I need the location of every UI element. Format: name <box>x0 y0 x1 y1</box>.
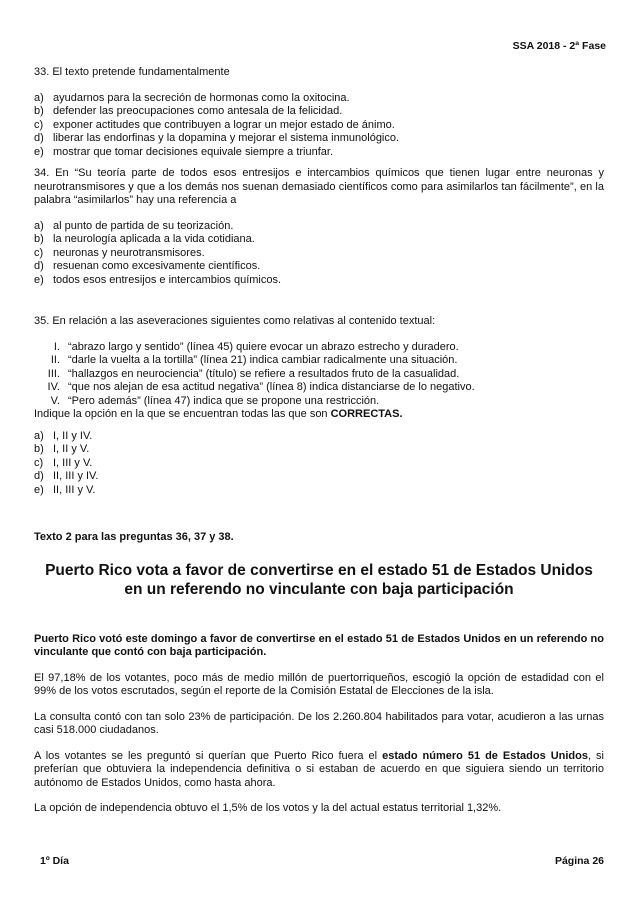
question-35-stem: 35. En relación a las aseveraciones siguientes como relativas al contenido textual: <box>34 315 436 327</box>
option-e: e) mostrar que tomar decisiones equivale siempre a triunfar. <box>34 145 334 158</box>
statement-iii: III. “hallazgos en neurociencia” (título) se refiere a resultados fruto de la casualidad. <box>47 367 460 380</box>
option-b: b) la neurología aplicada a la vida cotidiana. <box>34 233 255 245</box>
footer-day: 1º Día <box>40 855 69 867</box>
option-e: e) II, III y V. <box>34 483 96 496</box>
article-lead: Puerto Rico votó este domingo a favor de convertirse en el estado 51 de Estados Unidos en un referendo no vinculante que contó con baja participación. <box>34 632 604 658</box>
article-paragraph-1: El 97,18% de los votantes, poco más de medio millón de puertorriqueños, escogió la opción de estadidad con el 99% de los votos escrutados, según el reporte de la Comisión Estatal de Elecciones de la isla. <box>34 671 604 697</box>
option-a: a) I, II y IV. <box>34 429 93 442</box>
statement-v: V. “Pero además” (línea 47) indica que se propone una restricción. <box>50 394 380 407</box>
option-a: a) ayudarnos para la secreción de hormonas como la oxitocina. <box>34 91 350 104</box>
question-34-options <box>34 220 604 288</box>
question-35-instruction: Indique la opción en la que se encuentran todas las que son CORRECTAS. <box>34 408 403 420</box>
question-33-options <box>34 92 604 160</box>
option-d: d) II, III y IV. <box>34 470 99 482</box>
option-a: a) al punto de partida de su teorización. <box>34 219 234 232</box>
statement-i: I. “abrazo largo y sentido” (línea 45) quiere evocar un abrazo estrecho y duradero. <box>53 340 459 353</box>
statement-iv: IV. “que nos alejan de esa actitud negativa” (línea 8) indica distanciarse de lo negativo. <box>47 381 475 393</box>
text-2-label: Texto 2 para las preguntas 36, 37 y 38. <box>34 531 234 543</box>
question-33-stem: 33. El texto pretende fundamentalmente <box>34 66 230 78</box>
article-paragraph-4: La opción de independencia obtuvo el 1,5% de los votos y la del actual estatus territorial 1,32%. <box>34 802 502 814</box>
exam-header: SSA 2018 - 2ª Fase <box>512 40 606 52</box>
option-e: e) todos esos entresijos e intercambios químicos. <box>34 273 282 286</box>
option-d: d) resuenan como excesivamente científicos. <box>34 260 261 272</box>
option-b: b) defender las preocupaciones como antesala de la felicidad. <box>34 105 343 117</box>
option-d: d) liberar las endorfinas y la dopamina y mejorar el sistema inmunológico. <box>34 132 400 144</box>
article-paragraph-3: A los votantes se les preguntó si querían que Puerto Rico fuera el estado número 51 de Estados Unidos, si preferían que obtuviera la independencia definitiva o si estaban de acuerdo en que siguiera siendo un territorio autónomo de Estados Unidos, como hasta ahora. <box>34 749 604 789</box>
article-paragraph-2: La consulta contó con tan solo 23% de participación. De los 2.260.804 habilitados para votar, acudieron a las urnas casi 518.000 ciudadanos. <box>34 710 604 736</box>
question-35-statements <box>34 341 604 409</box>
article-title: Puerto Rico vota a favor de convertirse en el estado 51 de Estados Unidos en un referendo no vinculante con baja participación <box>45 561 593 598</box>
option-b: b) I, II y V. <box>34 443 90 455</box>
question-34-stem: 34. En “Su teoría parte de todos esos entresijos e intercambios químicos que tienen lugar entre neuronas y neurotransmisores y que a los demás nos suenan demasiado científicos como para asimilarlos tan fácilmente”, en la palabra “asimilarlos” hay una referencia a <box>34 167 604 206</box>
statement-ii: II. “darle la vuelta a la tortilla” (línea 21) indica cambiar radicalmente una situación. <box>50 354 458 366</box>
question-35-options <box>34 430 604 498</box>
footer-page-number: Página 26 <box>554 855 604 867</box>
option-c: c) I, III y V. <box>34 456 93 469</box>
option-c: c) exponer actitudes que contribuyen a lograr un mejor estado de ánimo. <box>34 118 395 131</box>
page-content <box>34 66 604 816</box>
option-c: c) neuronas y neurotransmisores. <box>34 246 205 259</box>
